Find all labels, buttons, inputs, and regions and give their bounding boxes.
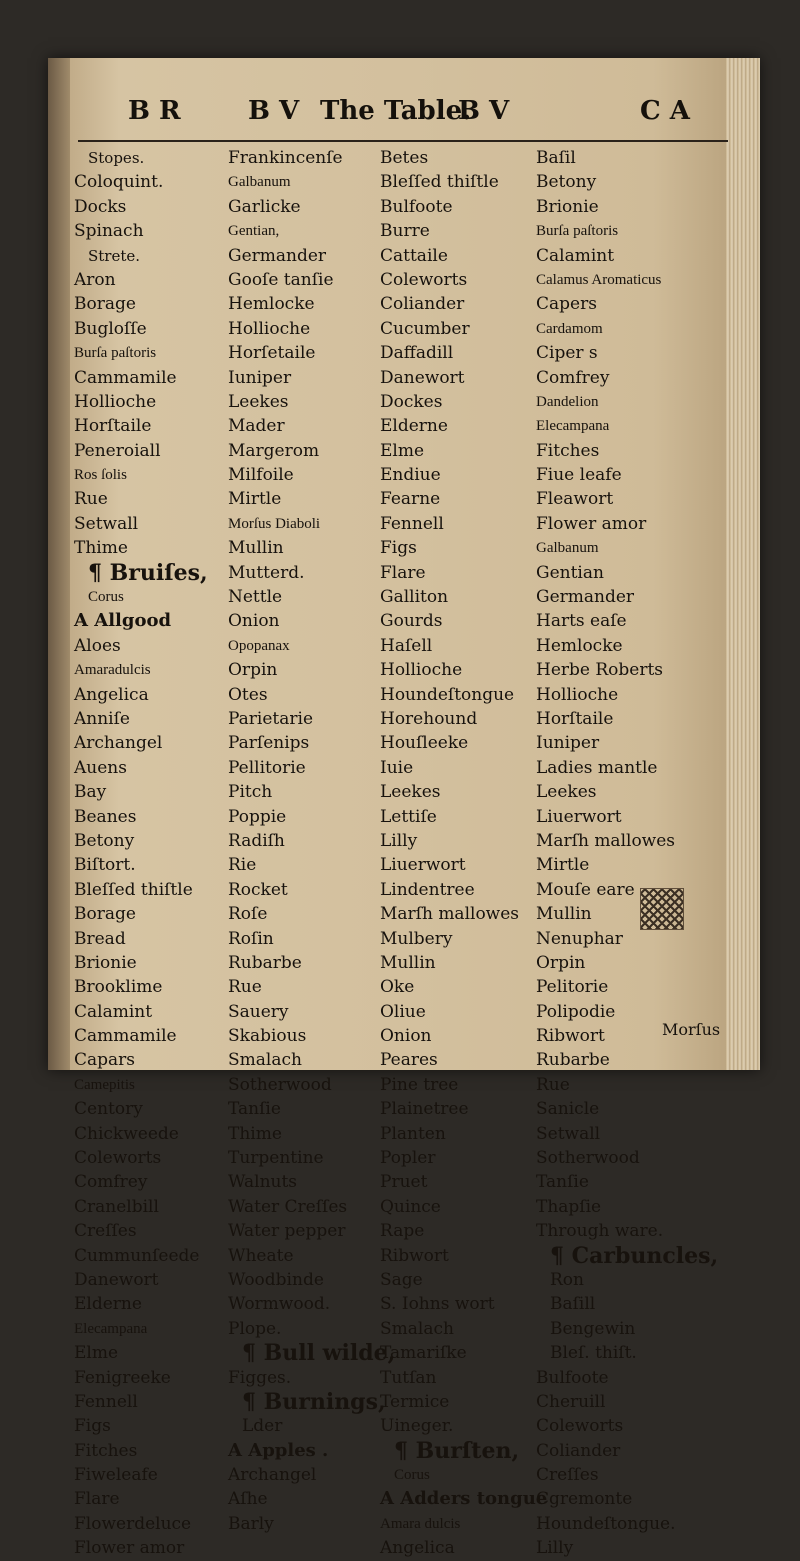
index-entry: Water pepper: [228, 1221, 346, 1242]
index-entry: Iuie: [380, 757, 414, 778]
index-entry: Roſin: [228, 928, 274, 949]
index-entry: Fitches: [74, 1440, 138, 1461]
index-entry: Fiweleafe: [74, 1465, 158, 1486]
header-rule: [78, 140, 728, 142]
index-entry: Ciper s: [536, 343, 598, 364]
index-entry: Aron: [74, 269, 116, 290]
index-entry: Oliue: [380, 1001, 426, 1022]
index-entry: Flowerdeluce: [74, 1513, 192, 1534]
woodcut-ornament: [640, 888, 684, 930]
index-entry: Tutſan: [380, 1367, 437, 1388]
index-entry: Bleſſed thiſtle: [380, 172, 499, 193]
index-entry: Fenigreeke: [74, 1367, 171, 1388]
index-entry: Setwall: [74, 513, 139, 534]
index-entry: Elderne: [380, 416, 448, 437]
index-entry: Gourds: [380, 611, 443, 632]
index-entry: Germander: [536, 587, 635, 608]
index-entry: Nenuphar: [536, 928, 623, 949]
index-entry: Cardamom: [536, 320, 603, 337]
index-entry: Pitch: [228, 782, 273, 803]
index-entry: Milfoile: [228, 465, 294, 486]
index-entry: Chickweede: [74, 1123, 179, 1144]
index-entry: Leekes: [380, 782, 441, 803]
index-entry: Flare: [380, 562, 426, 583]
index-entry: Sauery: [228, 1001, 289, 1022]
index-entry: Stopes.: [88, 149, 145, 167]
index-entry: Orpin: [536, 952, 586, 973]
index-entry: Plope.: [228, 1318, 282, 1339]
header-center-a: B V: [248, 96, 300, 126]
index-entry: Mutterd.: [228, 562, 305, 583]
index-entry: Corus: [394, 1467, 430, 1484]
index-entry: Mirtle: [536, 855, 590, 876]
index-entry: Baſill: [550, 1294, 596, 1315]
index-entry: Corus: [88, 589, 124, 606]
index-entry: Mullin: [536, 904, 592, 925]
index-entry: Mullin: [380, 952, 436, 973]
index-entry: Leekes: [228, 391, 289, 412]
index-entry: Thapſie: [536, 1196, 602, 1217]
index-entry: Cammamile: [74, 1026, 177, 1047]
index-entry: Liuerwort: [536, 806, 622, 827]
index-entry: Elme: [74, 1343, 119, 1364]
index-entry: Galbanum: [228, 174, 291, 191]
index-entry: Spinach: [74, 221, 144, 242]
index-entry: Cucumber: [380, 318, 470, 339]
index-entry: Coleworts: [380, 269, 468, 290]
index-entry: Flare: [74, 1489, 120, 1510]
index-entry: Radiſh: [228, 830, 285, 851]
index-entry: A Allgood: [74, 610, 172, 632]
index-entry: Frankincenſe: [228, 148, 343, 168]
index-entry: Iuniper: [228, 367, 292, 388]
index-entry: Daffadill: [380, 343, 454, 364]
index-entry: Onion: [380, 1026, 432, 1047]
index-entry: Marſh mallowes: [380, 904, 520, 925]
index-entry: Lindentree: [380, 879, 475, 900]
index-entry: Nettle: [228, 587, 283, 608]
index-entry: ¶ Bull wilde,: [242, 1340, 396, 1367]
index-entry: Pine tree: [380, 1074, 459, 1095]
index-entry: Strete.: [88, 246, 141, 265]
index-entry: Bleſ. thiſt.: [550, 1343, 637, 1364]
index-entry: Fleawort: [536, 489, 614, 510]
index-entry: Borage: [74, 904, 136, 925]
index-entry: Oke: [380, 977, 415, 998]
index-entry: A Apples .: [228, 1439, 329, 1461]
index-entry: Biſtort.: [74, 855, 136, 876]
index-entry: Rubarbe: [536, 1050, 610, 1071]
index-entry: Amaradulcis: [74, 662, 151, 679]
index-entry: Comfrey: [74, 1172, 148, 1193]
index-entry: Creſſes: [536, 1465, 599, 1486]
index-entry: Lder: [242, 1416, 283, 1437]
index-entry: Iuniper: [536, 733, 600, 754]
index-entry: Borage: [74, 294, 136, 315]
index-entry: Galliton: [380, 587, 449, 608]
index-entry: Danewort: [380, 367, 465, 388]
index-entry: Turpentine: [228, 1148, 324, 1169]
header-title: The Table.: [320, 96, 472, 126]
index-entry: Horſtaile: [74, 416, 152, 437]
index-entry: Houndeſtongue.: [536, 1513, 676, 1534]
index-entry: Betony: [74, 830, 135, 851]
index-entry: Morſus Diaboli: [228, 515, 321, 532]
header-left: B R: [128, 96, 181, 126]
index-entry: Thime: [74, 538, 128, 559]
index-entry: Termice: [380, 1391, 450, 1412]
index-entry: Pelitorie: [536, 977, 609, 998]
index-entry: Docks: [74, 196, 127, 217]
index-entry: Skabious: [228, 1026, 307, 1047]
index-entry: Rubarbe: [228, 952, 302, 973]
index-entry: Roſe: [228, 904, 268, 925]
index-entry: Fennell: [380, 513, 444, 534]
index-entry: Pruet: [380, 1172, 428, 1193]
index-entry: Ribwort: [536, 1026, 605, 1047]
index-entry: Pellitorie: [228, 757, 306, 778]
index-entry: Lilly: [380, 830, 418, 851]
index-entry: Coloquint.: [74, 172, 164, 193]
index-entry: Flower amor: [74, 1538, 185, 1559]
index-entry: Parſenips: [228, 733, 310, 754]
index-entry: Haſell: [380, 635, 433, 656]
index-entry: Beanes: [74, 806, 137, 827]
book-page: [48, 58, 760, 1559]
index-entry: Hollioche: [74, 391, 157, 412]
index-column-3: [380, 146, 548, 1561]
index-entry: Horſtaile: [536, 708, 614, 729]
index-entry: Bay: [74, 782, 107, 803]
index-entry: Gentian: [536, 562, 604, 583]
index-entry: Dandelion: [536, 393, 599, 410]
index-entry: Coleworts: [74, 1148, 162, 1169]
index-entry: Coleworts: [536, 1416, 624, 1437]
index-entry: Rue: [228, 977, 262, 998]
index-entry: Fearne: [380, 489, 441, 510]
index-entry: Danewort: [74, 1269, 159, 1290]
index-entry: Sage: [380, 1269, 423, 1290]
index-entry: Hemlocke: [228, 294, 315, 315]
index-entry: Opopanax: [228, 637, 290, 654]
index-entry: Margerom: [228, 440, 320, 461]
index-entry: Marſh mallowes: [536, 830, 676, 851]
index-entry: Through ware.: [536, 1221, 664, 1242]
index-entry: Aſhe: [228, 1489, 268, 1510]
index-entry: Elecampana: [536, 418, 610, 435]
index-entry: Auens: [74, 757, 127, 778]
book-spine: [48, 58, 70, 1070]
index-entry: Bleſſed thiſtle: [74, 879, 193, 900]
index-entry: Burre: [380, 221, 430, 242]
index-entry: Betes: [380, 148, 429, 168]
index-entry: Smalach: [228, 1050, 302, 1071]
index-entry: Cummunſeede: [74, 1245, 200, 1266]
index-entry: ¶ Burſten,: [394, 1437, 520, 1464]
index-entry: Capars: [74, 1050, 136, 1071]
index-entry: Coliander: [380, 294, 465, 315]
index-entry: Capers: [536, 294, 597, 315]
index-entry: Rape: [380, 1221, 425, 1242]
index-entry: Barly: [228, 1513, 274, 1534]
index-entry: Popler: [380, 1148, 436, 1169]
index-entry: Calamint: [536, 245, 615, 266]
index-entry: Hollioche: [536, 684, 619, 705]
index-entry: Germander: [228, 245, 327, 266]
index-entry: Fitches: [536, 440, 600, 461]
index-entry: Cattaile: [380, 245, 448, 266]
index-entry: Brionie: [74, 952, 137, 973]
index-entry: Peares: [380, 1050, 438, 1071]
index-entry: Bulfoote: [380, 196, 453, 217]
index-entry: Walnuts: [228, 1172, 298, 1193]
index-entry: Gooſe tanſie: [228, 269, 334, 290]
index-entry: Woodbinde: [228, 1269, 324, 1290]
index-entry: Fiue leafe: [536, 465, 622, 486]
index-entry: Planten: [380, 1123, 446, 1144]
index-entry: Figges.: [228, 1367, 292, 1388]
index-entry: Cammamile: [74, 367, 177, 388]
index-entry: Hollioche: [380, 660, 463, 681]
index-entry: Brionie: [536, 196, 599, 217]
index-entry: Creſſes: [74, 1221, 137, 1242]
index-entry: Camepitis: [74, 1076, 135, 1093]
index-entry: Endiue: [380, 465, 441, 486]
index-entry: Garlicke: [228, 196, 301, 217]
index-entry: Lilly: [536, 1538, 574, 1559]
index-entry: Houſleeke: [380, 733, 469, 754]
index-entry: Wormwood.: [228, 1294, 331, 1315]
index-entry: Horehound: [380, 708, 478, 729]
index-entry: Burſa paſtoris: [74, 345, 157, 362]
index-entry: Ros ſolis: [74, 467, 127, 484]
index-entry: Quince: [380, 1196, 441, 1217]
index-entry: Rue: [536, 1074, 570, 1095]
index-entry: Smalach: [380, 1318, 454, 1339]
index-entry: Cgremonte: [536, 1489, 633, 1510]
index-entry: Baſil: [536, 148, 576, 168]
index-entry: Mullin: [228, 538, 284, 559]
index-entry: Onion: [228, 611, 280, 632]
index-entry: Polipodie: [536, 1001, 616, 1022]
index-entry: Comfrey: [536, 367, 610, 388]
index-entry: Dockes: [380, 391, 443, 412]
index-entry: Figs: [380, 538, 417, 559]
index-entry: Angelica: [74, 684, 149, 705]
index-entry: Peneroiall: [74, 440, 161, 461]
index-entry: Flower amor: [536, 513, 647, 534]
index-column-1: [74, 146, 224, 1561]
header-right: C A: [640, 96, 690, 126]
running-header: [78, 96, 738, 136]
index-entry: Ron: [550, 1269, 584, 1290]
index-entry: Plainetree: [380, 1099, 469, 1120]
index-entry: Lettiſe: [380, 806, 437, 827]
index-entry: Brooklime: [74, 977, 163, 998]
index-entry: Figs: [74, 1416, 111, 1437]
index-entry: Uineger.: [380, 1416, 454, 1437]
index-entry: Liuerwort: [380, 855, 466, 876]
index-entry: Thime: [228, 1123, 282, 1144]
index-column-2: [228, 146, 396, 1536]
index-entry: Betony: [536, 172, 597, 193]
index-entry: Tanſie: [228, 1099, 281, 1120]
index-entry: Centory: [74, 1099, 143, 1120]
index-entry: Wheate: [228, 1245, 294, 1266]
index-entry: Aloes: [74, 635, 121, 656]
index-entry: Calamus Aromaticus: [536, 271, 662, 288]
index-entry: Ladies mantle: [536, 757, 658, 778]
index-entry: Mader: [228, 416, 285, 437]
header-center-b: B V: [458, 96, 510, 126]
index-entry: Cheruill: [536, 1391, 606, 1412]
index-entry: Sotherwood: [536, 1148, 640, 1169]
index-entry: Amara dulcis: [380, 1515, 461, 1532]
index-entry: Sanicle: [536, 1099, 600, 1120]
index-entry: Harts eaſe: [536, 611, 627, 632]
index-entry: Parietarie: [228, 708, 314, 729]
index-entry: Tamariſke: [380, 1343, 467, 1364]
index-entry: Elderne: [74, 1294, 142, 1315]
index-entry: Bugloſſe: [74, 318, 147, 339]
index-entry: S. Iohns wort: [380, 1294, 495, 1315]
index-entry: Setwall: [536, 1123, 601, 1144]
index-entry: Calamint: [74, 1001, 153, 1022]
index-entry: Anniſe: [74, 708, 130, 729]
index-entry: Houndeſtongue: [380, 684, 515, 705]
index-entry: Burſa paſtoris: [536, 223, 619, 240]
index-entry: Herbe Roberts: [536, 660, 664, 681]
index-entry: Bulfoote: [536, 1367, 609, 1388]
index-entry: Rocket: [228, 879, 288, 900]
index-entry: Orpin: [228, 660, 278, 681]
index-entry: ¶ Burnings,: [242, 1388, 386, 1415]
index-entry: Hollioche: [228, 318, 311, 339]
index-entry: A Adders tongue: [380, 1488, 548, 1510]
catchword: Morſus: [662, 1020, 721, 1039]
index-entry: Bengewin: [550, 1318, 636, 1339]
index-entry: Rie: [228, 855, 257, 876]
index-entry: Mouſe eare: [536, 879, 635, 900]
index-entry: Archangel: [74, 733, 163, 754]
index-entry: Galbanum: [536, 540, 599, 557]
index-entry: Bread: [74, 928, 126, 949]
index-entry: Poppie: [228, 806, 287, 827]
index-entry: ¶ Carbuncles,: [550, 1242, 719, 1269]
index-entry: Cranelbill: [74, 1196, 159, 1217]
index-entry: Fennell: [74, 1391, 138, 1412]
index-entry: Sotherwood: [228, 1074, 332, 1095]
index-entry: Mirtle: [228, 489, 282, 510]
index-entry: Otes: [228, 684, 268, 705]
index-entry: Angelica: [380, 1538, 455, 1559]
index-entry: Horſetaile: [228, 343, 316, 364]
index-entry: Water Creſſes: [228, 1196, 348, 1217]
page-edges: [726, 58, 760, 1070]
index-entry: Hemlocke: [536, 635, 623, 656]
index-entry: Mulbery: [380, 928, 453, 949]
index-entry: Elecampana: [74, 1320, 148, 1337]
index-entry: Elme: [380, 440, 425, 461]
index-entry: ¶ Bruiſes,: [88, 559, 208, 586]
index-entry: Coliander: [536, 1440, 621, 1461]
index-entry: Ribwort: [380, 1245, 449, 1266]
index-entry: Rue: [74, 489, 108, 510]
index-entry: Archangel: [228, 1465, 317, 1486]
index-entry: Tanſie: [536, 1172, 589, 1193]
index-entry: Leekes: [536, 782, 597, 803]
index-entry: Gentian,: [228, 223, 280, 240]
